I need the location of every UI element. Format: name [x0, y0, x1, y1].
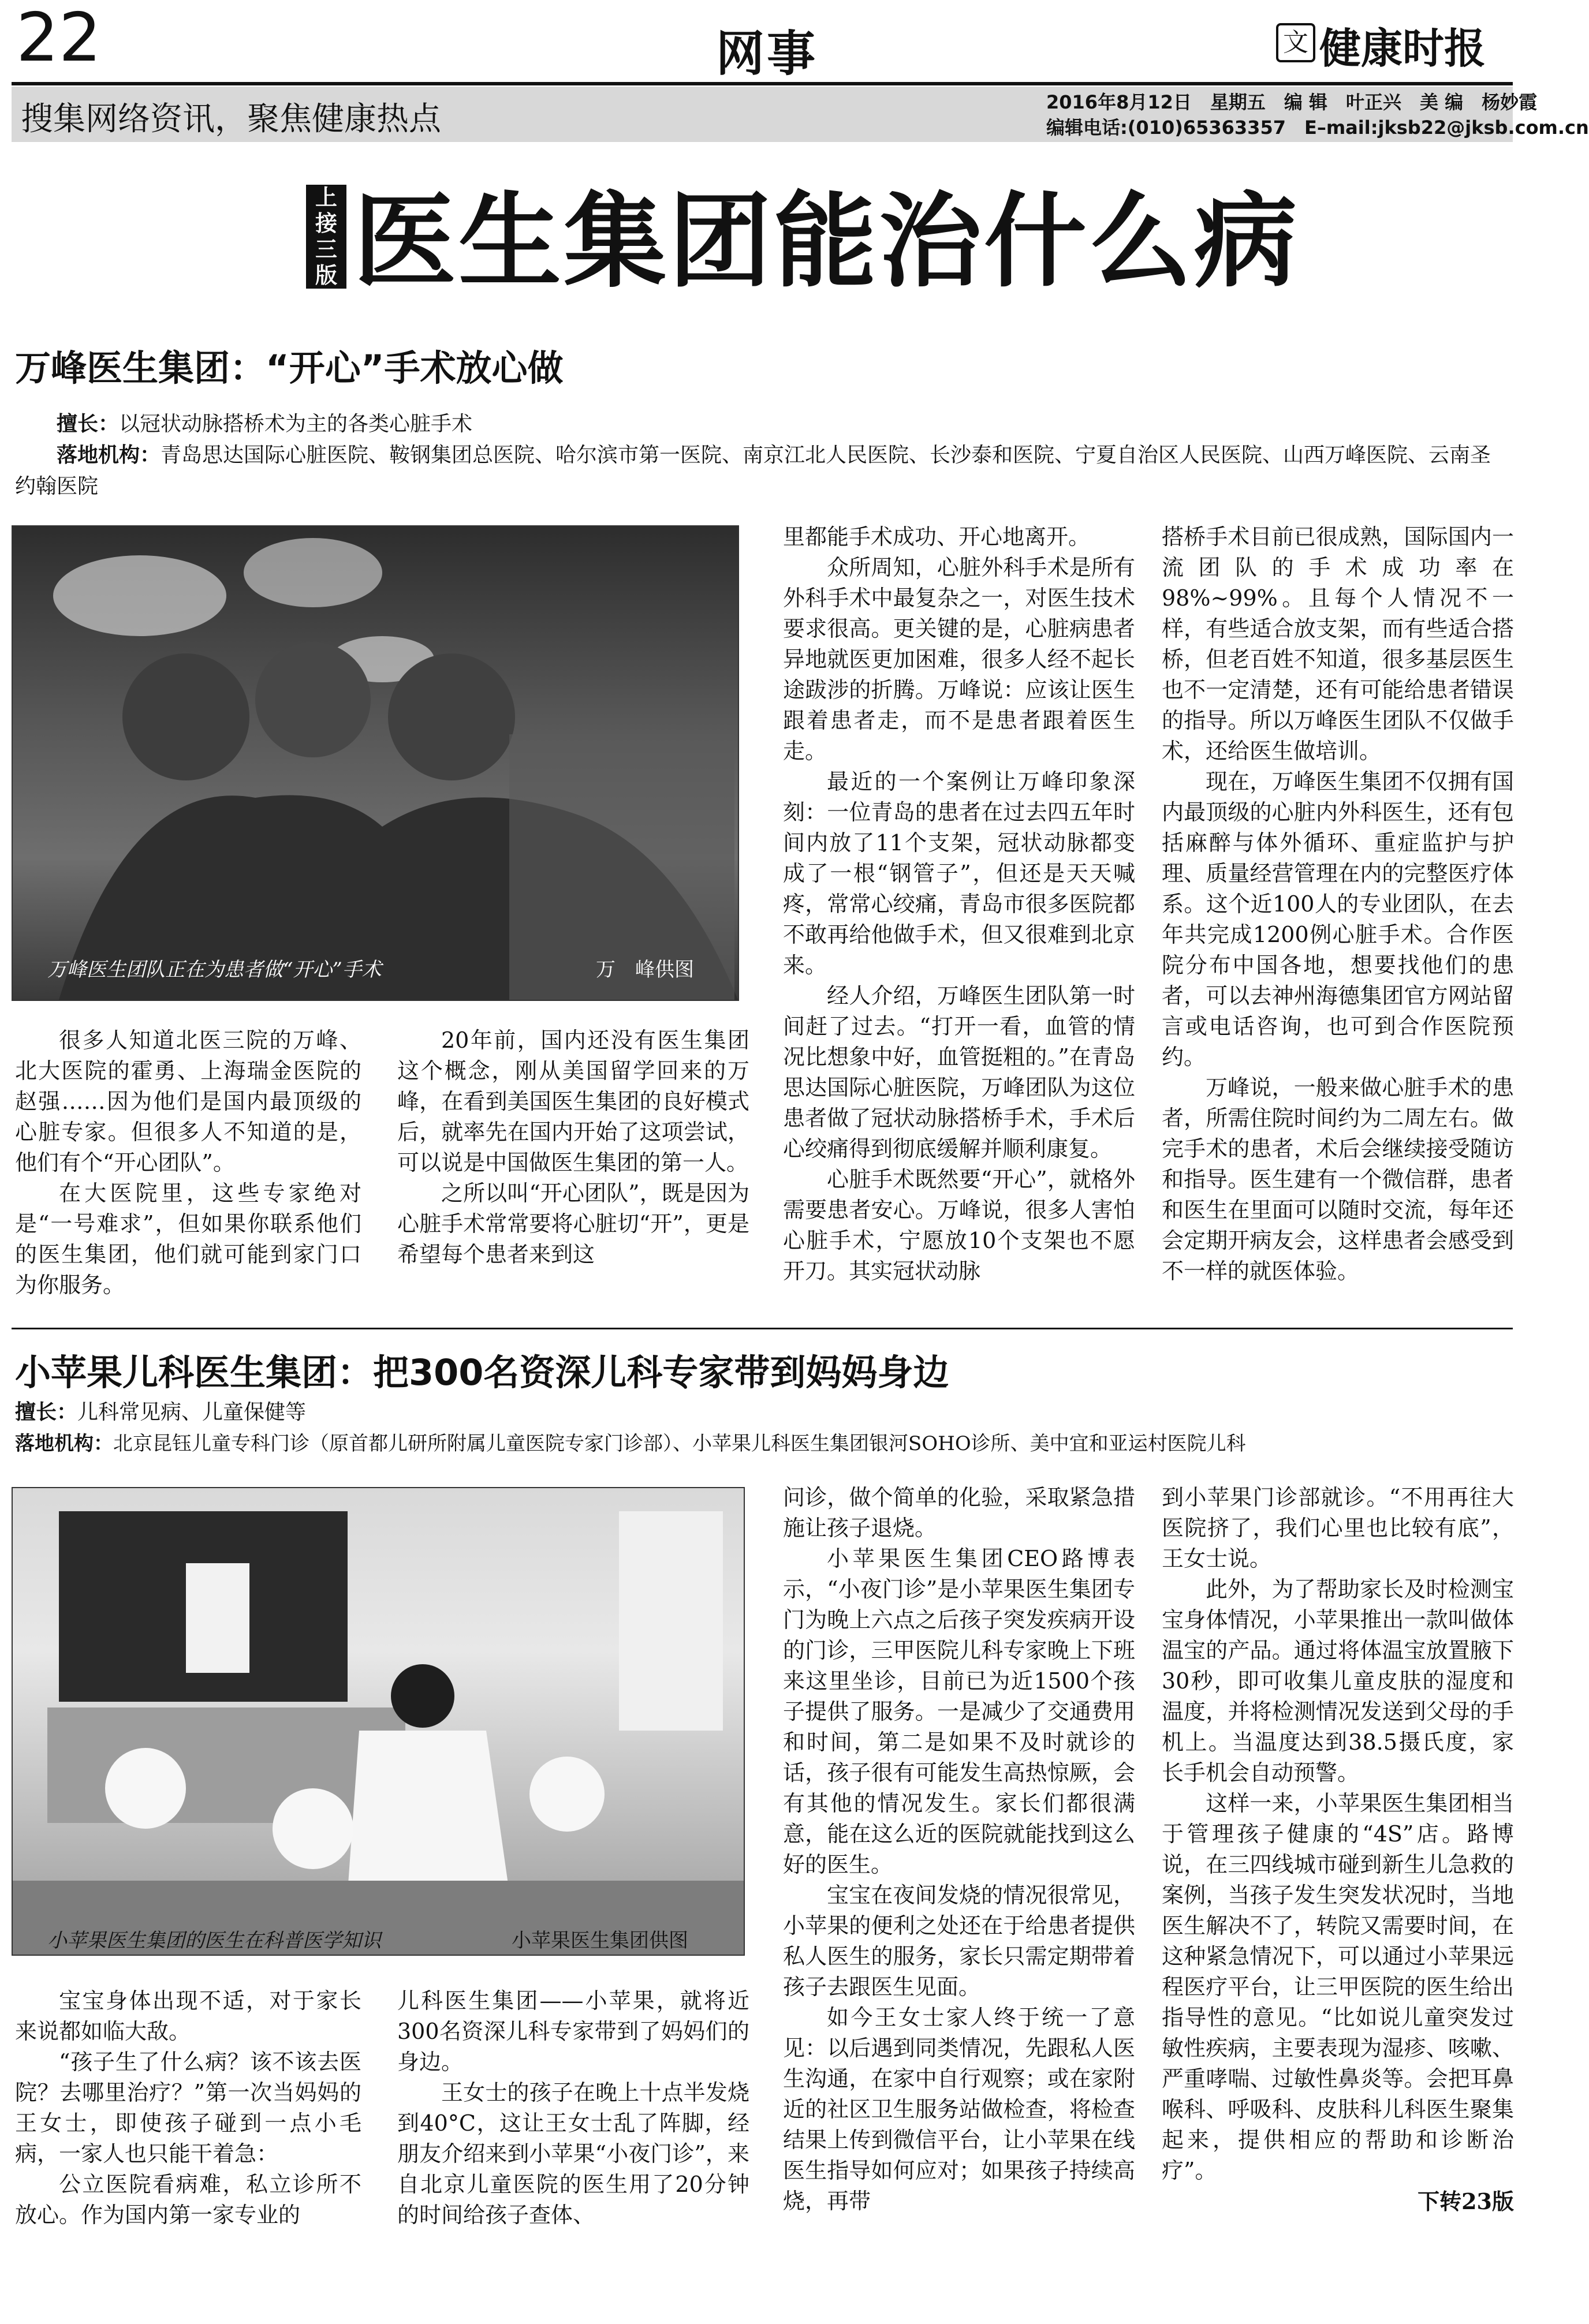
tagline: 搜集网络资讯，聚焦健康热点: [21, 100, 441, 138]
paragraph: 儿科医生集团——小苹果，就将近300名资深儿科专家带到了妈妈们的身边。: [397, 1988, 749, 2075]
section1-specialty: [57, 409, 472, 440]
institutions-text: 北京昆钰儿童专科门诊（原首都儿研所附属儿童医院专家门诊部）、小苹果儿科医生集团银河SOHO诊所、美中宜和亚运村医院儿科: [113, 1432, 1246, 1455]
paragraph: 如今王女士家人终于统一了意见：以后遇到同类情况，先跟私人医生沟通，在家中自行观察；或在家附近的社区卫生服务站做检查，将检查结果上传到微信平台，让小苹果在线医生指导如何应对；如果孩子持续高烧，再带: [783, 2005, 1135, 2214]
section2-column-1: [15, 1986, 361, 2230]
section1-title: 万峰医生集团：“开心”手术放心做: [15, 347, 564, 389]
paragraph: 之所以叫“开心团队”，既是因为心脏手术常常要将心脏切“开”，更是希望每个患者来到这: [397, 1180, 749, 1267]
specialty-label: 擅长：: [57, 412, 120, 436]
paragraph: 心脏手术既然要“开心”，就格外需要患者安心。万峰说，很多人害怕心脏手术，宁愿放10个支架也不愿开刀。其实冠状动脉: [783, 1167, 1135, 1284]
section2-column-4: [1162, 1482, 1514, 2217]
section2-specialty: [15, 1397, 306, 1428]
institutions-label: 落地机构：: [15, 1432, 113, 1455]
header-rule: [12, 82, 1513, 85]
section-divider: [12, 1328, 1513, 1329]
main-headline: 医生集团能治什么病: [353, 181, 1299, 301]
paragraph: 20年前，国内还没有医生集团这个概念，刚从美国留学回来的万峰，在看到美国医生集团的良好模式后，就率先在国内开始了这项尝试，可以说是中国做医生集团的第一人。: [397, 1028, 749, 1175]
paragraph: 众所周知，心脏外科手术是所有外科手术中最复杂之一，对医生技术要求很高。更关键的是，心脏病患者异地就医更加困难，很多人经不起长途跋涉的折腾。万峰说：应该让医生跟着患者走，而不是患者跟着医生走。: [783, 555, 1135, 764]
paragraph: 王女士的孩子在晚上十点半发烧到40°C，这让王女士乱了阵脚，经朋友介绍来到小苹果“小夜门诊”，来自北京儿童医院的医生用了20分钟的时间给孩子查体、: [397, 2080, 749, 2228]
surgery-photo: [12, 525, 739, 1001]
issue-meta: 2016年8月12日 星期五 编 辑 叶正兴 美 编 杨妙霞: [1046, 91, 1538, 113]
paragraph: 到小苹果门诊部就诊。“不用再往大医院挤了，我们心里也比较有底”，王女士说。: [1162, 1485, 1514, 1571]
masthead-title: 健康时报: [1319, 24, 1486, 73]
institutions-text: 青岛思达国际心脏医院、鞍钢集团总医院、哈尔滨市第一医院、南京江北人民医院、长沙泰和医院、宁夏自治区人民医院、山西万峰医院、云南圣约翰医院: [15, 443, 1491, 498]
continued-on-note: 下转23版: [1418, 2188, 1514, 2214]
masthead-logo-icon: 文: [1276, 23, 1315, 62]
contact-meta: 编辑电话:(010)65363357 E–mail:jksb22@jksb.com.cn: [1046, 117, 1589, 139]
paragraph: 这样一来，小苹果医生集团相当于管理孩子健康的“4S”店。路博说，在三四线城市碰到新生儿急救的案例，当孩子发生突发状况时，当地医生解决不了，转院又需要时间，在这种紧急情况下，可以通过小苹果远程医疗平台，让三甲医院的医生给出指导性的意见。“比如说儿童突发过敏性疾病，主要表现为湿疹、咳嗽、严重哮喘、过敏性鼻炎等。会把耳鼻喉科、呼吸科、皮肤科儿科医生聚集起来，提供相应的帮助和诊断治疗”。: [1162, 1791, 1514, 2183]
paragraph: 搭桥手术目前已很成熟，国际国内一流团队的手术成功率在98%~99%。且每个人情况不一样，有些适合放支架，而有些适合搭桥，但老百姓不知道，很多基层医生也不一定清楚，还有可能给患者错误的指导。所以万峰医生团队不仅做手术，还给医生做培训。: [1162, 524, 1514, 764]
section1-column-3: [783, 522, 1135, 1287]
section2-institutions: [15, 1428, 1516, 1459]
section1-column-2: [397, 1025, 749, 1270]
section2-column-2: [397, 1986, 749, 2230]
section-name: 网事: [716, 25, 818, 82]
photo2-caption: 小苹果医生集团的医生在科普医学知识: [47, 1929, 381, 1952]
paragraph: 宝宝在夜间发烧的情况很常见，小苹果的便利之处还在于给患者提供私人医生的服务，家长只需定期带着孩子去跟医生见面。: [783, 1882, 1135, 2000]
paragraph: 宝宝身体出现不适，对于家长来说都如临大敌。: [15, 1988, 361, 2044]
paragraph: 很多人知道北医三院的万峰、北大医院的霍勇、上海瑞金医院的赵强……因为他们是国内最顶级的心脏专家。但很多人不知道的是，他们有个“开心团队”。: [15, 1028, 361, 1175]
continued-from-tag: [306, 185, 346, 289]
paragraph: 问诊，做个简单的化验，采取紧急措施让孩子退烧。: [783, 1485, 1135, 1541]
pediatric-photo-illustration: [13, 1488, 744, 1955]
photo2-credit: 小苹果医生集团供图: [512, 1929, 688, 1952]
paragraph: 经人介绍，万峰医生团队第一时间赶了过去。“打开一看，血管的情况比想象中好，血管挺粗的。”在青岛思达国际心脏医院，万峰团队为这位患者做了冠状动脉搭桥手术，手术后心绞痛得到彻底缓解并顺利康复。: [783, 983, 1135, 1161]
pediatric-photo: [12, 1487, 745, 1956]
surgery-photo-illustration: [13, 526, 738, 1000]
specialty-text: 以冠状动脉搭桥术为主的各类心脏手术: [119, 412, 473, 436]
paragraph: 现在，万峰医生集团不仅拥有国内最顶级的心脏内外科医生，还有包括麻醉与体外循环、重症监护与护理、质量经营管理在内的完整医疗体系。这个近100人的专业团队，在去年共完成1200例心脏手术。合作医院分布中国各地，想要找他们的患者，可以去神州海德集团官方网站留言或电话咨询，也可到合作医院预约。: [1162, 769, 1514, 1070]
paragraph: “孩子生了什么病？该不该去医院？去哪里治疗？”第一次当妈妈的王女士，即使孩子碰到一点小毛病，一家人也只能干着急：: [15, 2049, 361, 2166]
photo1-caption: 万峰医生团队正在为患者做“开心”手术: [47, 958, 382, 981]
paragraph: 在大医院里，这些专家绝对是“一号难求”，但如果你联系他们的医生集团，他们就可能到家门口为你服务。: [15, 1180, 361, 1298]
paragraph: 此外，为了帮助家长及时检测宝宝身体情况，小苹果推出一款叫做体温宝的产品。通过将体温宝放置腋下30秒，即可收集儿童皮肤的湿度和温度，并将检测情况发送到父母的手机上。当温度达到38.5摄氏度，家长手机会自动预警。: [1162, 1576, 1514, 1785]
section2-column-3: [783, 1482, 1135, 2217]
continued-from-text: 上接三版: [315, 185, 337, 288]
specialty-label: 擅长：: [15, 1400, 78, 1424]
paragraph: 最近的一个案例让万峰印象深刻：一位青岛的患者在过去四五年时间内放了11个支架，冠状动脉都变成了一根“钢管子”，但还是天天喊疼，常常心绞痛，青岛市很多医院都不敢再给他做手术，但又很难到北京来。: [783, 769, 1135, 978]
section1-column-4: [1162, 522, 1514, 1287]
specialty-text: 儿科常见病、儿童保健等: [77, 1400, 307, 1424]
paragraph: 万峰说，一般来做心脏手术的患者，所需住院时间约为二周左右。做完手术的患者，术后会继续接受随访和指导。医生建有一个微信群，患者和医生在里面可以随时交流，每年还会定期开病友会，这样患者会感受到不一样的就医体验。: [1162, 1075, 1514, 1284]
page-number: 22: [16, 0, 102, 77]
section1-column-1: [15, 1025, 361, 1301]
paragraph: 公立医院看病难，私立诊所不放心。作为国内第一家专业的: [15, 2172, 361, 2228]
institutions-label: 落地机构：: [57, 443, 161, 467]
paragraph: 小苹果医生集团CEO路博表示，“小夜门诊”是小苹果医生集团专门为晚上六点之后孩子突发疾病开设的门诊，三甲医院儿科专家晚上下班来这里坐诊，目前已为近1500个孩子提供了服务。一是减少了交通费用和时间，第二是如果不及时就诊的话，孩子很有可能发生高热惊厥，会有其他的情况发生。家长们都很满意，能在这么近的医院就能找到这么好的医生。: [783, 1546, 1135, 1877]
paragraph: 里都能手术成功、开心地离开。: [783, 524, 1091, 550]
section2-title: 小苹果儿科医生集团：把300名资深儿科专家带到妈妈身边: [15, 1351, 949, 1393]
photo1-credit: 万 峰供图: [596, 958, 694, 981]
section1-institutions: [15, 440, 1505, 502]
